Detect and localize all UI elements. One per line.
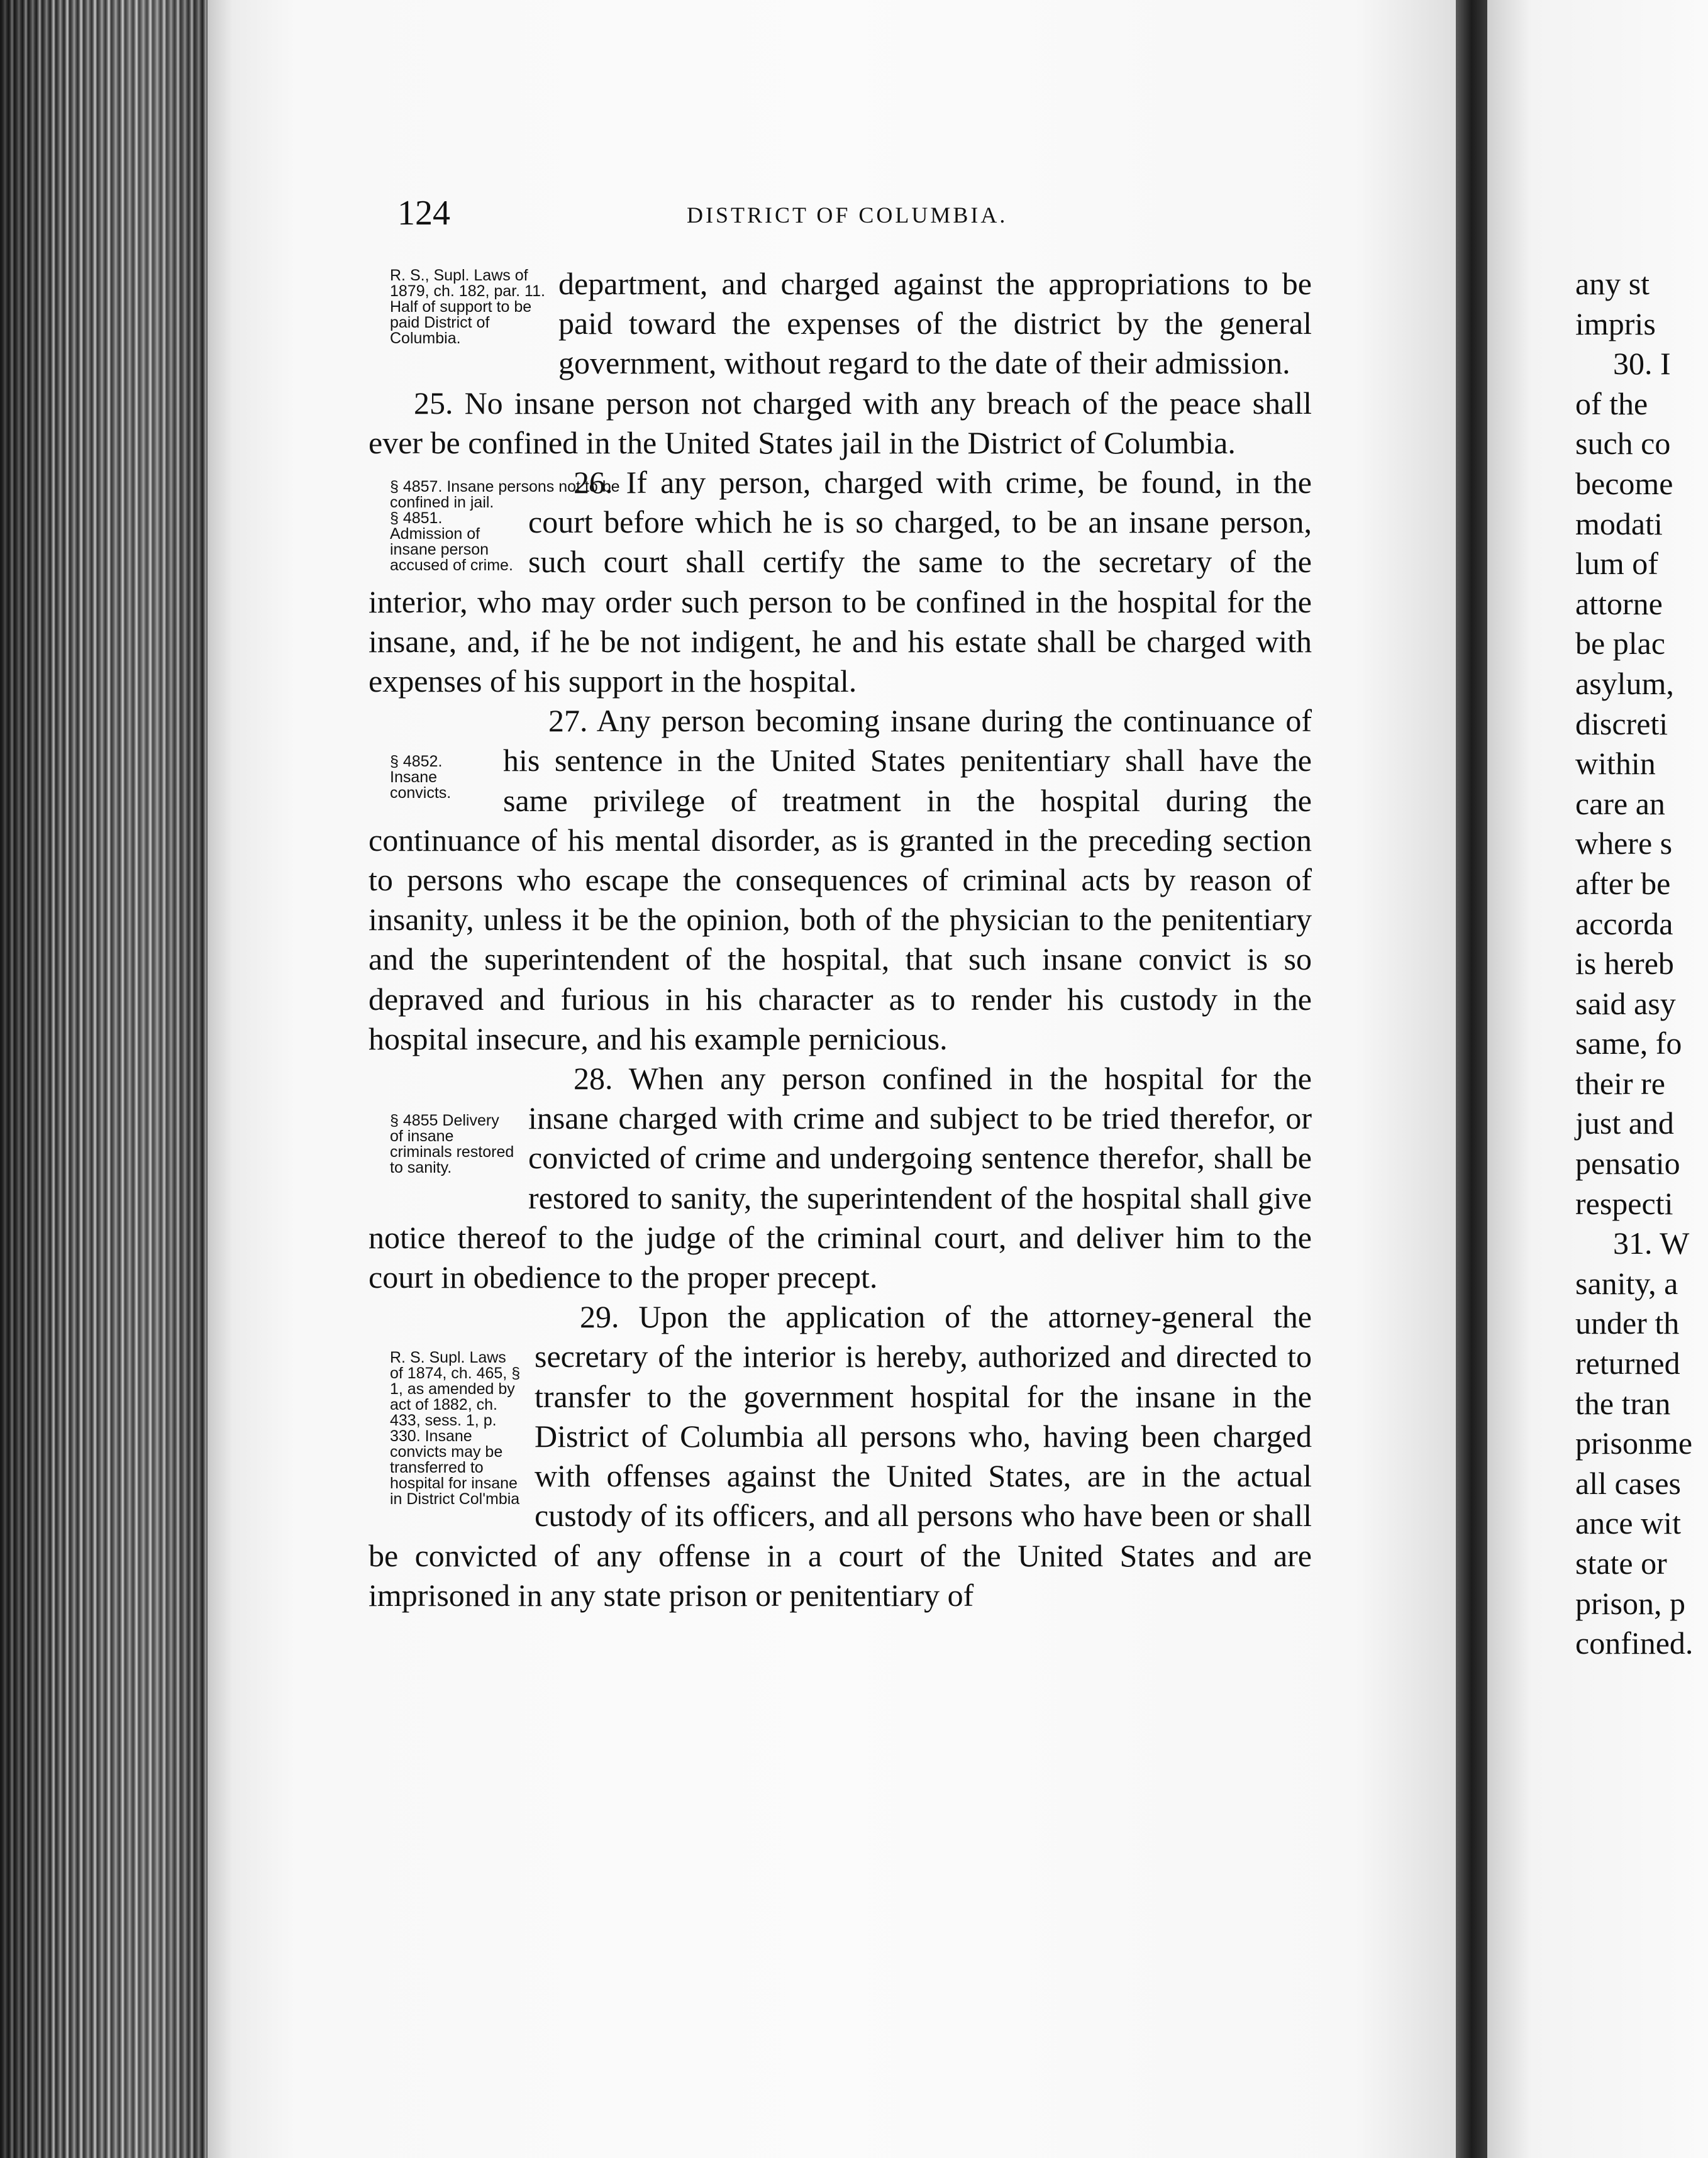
facing-page-line: lum of	[1575, 546, 1658, 582]
facing-page-line: any st	[1575, 266, 1650, 301]
facing-page-line: ance wit	[1575, 1505, 1681, 1541]
facing-page-line: impris	[1575, 306, 1656, 341]
facing-page-line: within	[1575, 746, 1656, 782]
facing-page-line: just and	[1575, 1105, 1674, 1141]
page-header	[397, 191, 1309, 235]
facing-page-line: pensatio	[1575, 1146, 1680, 1181]
facing-page-line: 31. W	[1613, 1226, 1690, 1261]
facing-page-line: respecti	[1575, 1185, 1673, 1221]
facing-page-line: same, fo	[1575, 1026, 1682, 1061]
facing-page-line: after be	[1575, 865, 1671, 901]
paragraph: 25. No insane person not charged with any breach of the peace shall ever be confined in the United States jail in the District of Columbia.	[369, 385, 1312, 460]
facing-page-line: care an	[1575, 785, 1665, 821]
margin-note: R. S., Supl. Laws of 1879, ch. 182, par. 11. Half of support to be paid District of Columbia.	[390, 267, 545, 347]
facing-page-line: said asy	[1575, 985, 1676, 1021]
facing-page-line: returned	[1575, 1346, 1680, 1381]
paragraph: department, and charged against the appropriations to be paid toward the expenses of the district by the general government, without regard to the date of their admission.	[558, 266, 1312, 381]
facing-page-line: discreti	[1575, 706, 1668, 741]
paragraph: 27. Any person becoming insane during the continuance of his sentence in the United States penitentiary shall have the same privilege of treatment in the hospital during the continuance of his mental disorder, as is granted in the preceding section to persons who escape the consequences of criminal acts by reason of insanity, unless it be the opinion, both of the physician to the penitentiary and the superintendent of the hospital, that such insane convict is so depraved and furious in his character as to render his custody in the hospital insecure, and his example pernicious.	[369, 703, 1312, 1056]
facing-page-text	[1575, 264, 1708, 1664]
paragraph: 29. Upon the application of the attorney-general the secretary of the interior is hereby, authorized and directed to transfer to the government hospital for the insane in the District of Columbia all persons who, having been charged with offenses against the United States, are in the actual custody of its officers, and all persons who have been or shall be convicted of any offense in a court of the United States and are imprisoned in any state prison or penitentiary of	[369, 1299, 1312, 1613]
margin-note: § 4857. Insane persons not to be confined in jail.	[390, 478, 620, 511]
facing-page-line: under th	[1575, 1305, 1680, 1341]
margin-note: § 4851. Admission of insane person accused of crime.	[390, 509, 513, 575]
facing-page-line: sanity, a	[1575, 1265, 1678, 1301]
facing-page-line: state or	[1575, 1546, 1667, 1581]
facing-page-line: be plac	[1575, 626, 1665, 661]
facing-page-line: modati	[1575, 506, 1663, 541]
facing-page-line: prison, p	[1575, 1585, 1685, 1621]
facing-page-line: confined.	[1575, 1625, 1694, 1661]
book-gutter	[1456, 0, 1487, 2158]
facing-page-line: the tran	[1575, 1385, 1671, 1421]
running-head: DISTRICT OF COLUMBIA.	[687, 202, 1008, 228]
facing-page-line: all cases	[1575, 1465, 1681, 1501]
facing-page-line: asylum,	[1575, 665, 1674, 701]
facing-page-line: where s	[1575, 826, 1673, 861]
facing-page-line: 30. I	[1613, 346, 1671, 382]
paragraph: 28. When any person confined in the hospital for the insane charged with crime and subject to be tried therefor, or convicted of crime and undergoing sentence therefor, shall be restored to sanity, the superintendent of the hospital shall give notice thereof to the judge of the criminal court, and deliver him to the court in obedience to the proper precept.	[369, 1061, 1312, 1295]
facing-page	[1487, 0, 1708, 2158]
main-text	[369, 264, 1312, 1615]
margin-note: § 4852. Insane convicts.	[390, 753, 452, 802]
facing-page-line: is hereb	[1575, 946, 1674, 982]
paragraph: 26. If any person, charged with crime, be found, in the court before which he is so charged, to be an insane person, such court shall certify the same to the secretary of the interior, who may order such person to be confined in the hospital for the insane, and, if he be not indigent, he and his estate shall be charged with expenses of his support in the hospital.	[369, 465, 1312, 699]
facing-page-line: become	[1575, 465, 1673, 501]
facing-page-line: accorda	[1575, 905, 1673, 941]
facing-page-line: their re	[1575, 1065, 1665, 1101]
facing-page-line: attorne	[1575, 585, 1663, 621]
book-page-edges	[0, 0, 208, 2158]
facing-page-line: such co	[1575, 426, 1671, 462]
facing-page-line: of the	[1575, 385, 1648, 421]
page-number: 124	[397, 194, 450, 233]
facing-page-line: prisonme	[1575, 1425, 1693, 1461]
margin-note: § 4855 Delivery of insane criminals restored to sanity.	[390, 1112, 514, 1177]
margin-note: R. S. Supl. Laws of 1874, ch. 465, § 1, as amended by act of 1882, ch. 433, sess. 1, p. 330. Insane convicts may be transferred to hospital for insane in District Col'mbia	[390, 1349, 521, 1508]
